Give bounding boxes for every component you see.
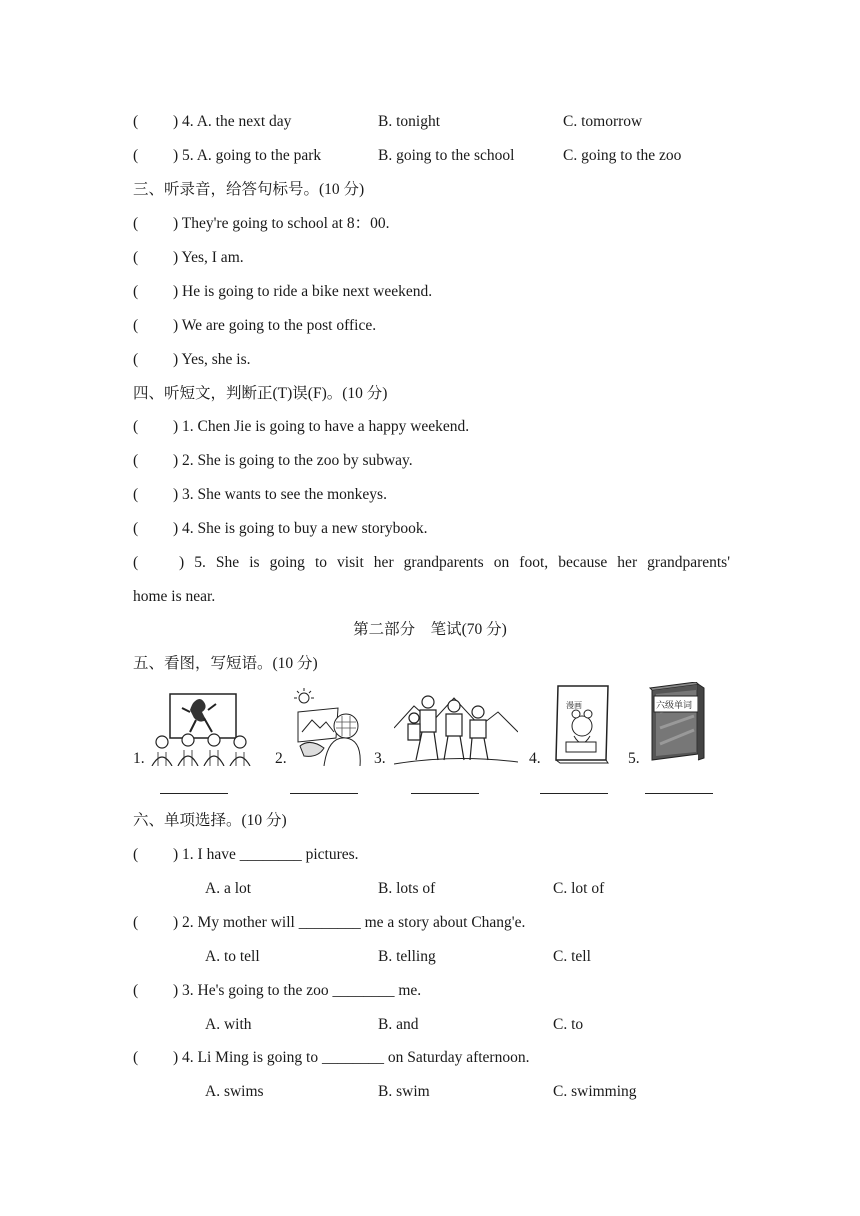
option-a: A. the next day [196,113,292,130]
statement-continuation: home is near. [133,588,216,605]
option-c: C. swimming [553,1083,637,1100]
question-row: ( ) 4. Li Ming is going to ________ on Saturday afternoon. [133,1049,530,1066]
answer-line[interactable] [160,783,228,794]
option-b: B. and [378,1016,419,1033]
cinema-picture [150,690,262,766]
answer-blank[interactable]: ( [133,914,139,931]
part-title: 第二部分 笔试(70 分) [353,621,507,638]
section-title: 六、单项选择。(10 分) [133,812,287,829]
question-row: ( ) 3. He's going to the zoo ________ me. [133,982,422,999]
answer-blank[interactable]: ( [133,351,139,368]
hiking-picture [394,688,518,766]
question-row: ( ) 5. A. going to the park [133,147,322,164]
statement-row: ( ) 1. Chen Jie is going to have a happy weekend. [133,418,470,435]
picture-number: 2. [275,750,287,767]
statement-row: ( ) 5. She is going to visit her grandparents on foot, because her grandparents' [133,554,730,571]
section-title: 五、看图，写短语。(10 分) [133,655,318,672]
answer-row: ( ) Yes, she is. [133,351,251,368]
option-a: A. swims [205,1083,264,1100]
option-c: C. lot of [553,880,605,897]
painting-picture [290,688,364,766]
section-title: 三、听录音，给答句标号。(10 分) [133,181,365,198]
answer-line[interactable] [290,783,358,794]
answer-blank[interactable]: ( [133,147,139,164]
answer-blank[interactable]: ( [133,520,139,537]
comic-label: 漫画 [566,701,582,710]
option-a: A. to tell [205,948,260,965]
answer-blank[interactable]: ( [133,1049,139,1066]
picture-number: 5. [628,750,640,767]
picture-number: 4. [529,750,541,767]
statement-row: ( ) 3. She wants to see the monkeys. [133,486,387,503]
answer-row: ( ) He is going to ride a bike next weekend. [133,283,433,300]
answer-blank[interactable]: ( [133,982,139,999]
answer-blank[interactable]: ( [133,215,139,232]
answer-blank[interactable]: ( [133,317,139,334]
option-b: B. lots of [378,880,436,897]
option-c: C. going to the zoo [563,147,682,164]
answer-blank[interactable]: ( [133,486,139,503]
word-book-picture [648,682,708,762]
answer-row: ( ) They're going to school at 8：00. [133,215,390,232]
question-row: ( ) 2. My mother will ________ me a story about Chang'e. [133,914,526,931]
answer-blank[interactable]: ( [133,113,139,130]
option-c: C. tomorrow [563,113,643,130]
option-a: A. with [205,1016,252,1033]
answer-row: ( ) Yes, I am. [133,249,244,266]
option-a: A. going to the park [196,147,322,164]
option-c: C. tell [553,948,591,965]
question-row: ( ) 4. A. the next day [133,113,292,130]
option-b: B. swim [378,1083,430,1100]
section-title: 四、听短文，判断正(T)误(F)。(10 分) [133,385,388,402]
statement-row: ( ) 4. She is going to buy a new storybook. [133,520,428,537]
answer-blank[interactable]: ( [133,418,139,435]
book-label: 六级单词 [656,701,693,711]
option-a: A. a lot [205,880,252,897]
option-b: B. telling [378,948,436,965]
picture-number: 1. [133,750,145,767]
question-row: ( ) 1. I have ________ pictures. [133,846,359,863]
answer-line[interactable] [540,783,608,794]
answer-blank[interactable]: ( [133,846,139,863]
comic-book-picture [552,684,614,764]
statement-row: ( ) 2. She is going to the zoo by subway. [133,452,413,469]
answer-row: ( ) We are going to the post office. [133,317,377,334]
picture-number: 3. [374,750,386,767]
answer-blank[interactable]: ( [133,283,139,300]
answer-blank[interactable]: ( [133,249,139,266]
answer-line[interactable] [645,783,713,794]
option-b: B. going to the school [378,147,515,164]
option-b: B. tonight [378,113,441,130]
answer-blank[interactable]: ( [133,554,139,571]
answer-blank[interactable]: ( [133,452,139,469]
answer-line[interactable] [411,783,479,794]
option-c: C. to [553,1016,584,1033]
